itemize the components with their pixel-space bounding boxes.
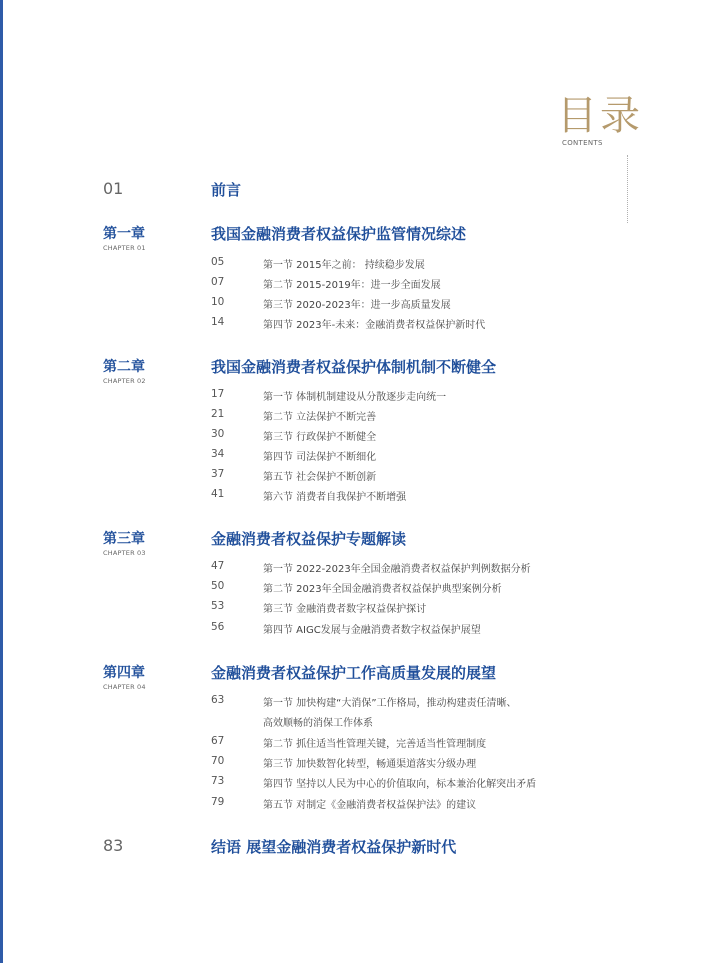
chapter-3-title[interactable]: 金融消费者权益保护专题解读 (211, 530, 407, 548)
chapter-4-en: CHAPTER 04 (103, 683, 146, 691)
chapter-4-title[interactable]: 金融消费者权益保护工作高质量发展的展望 (211, 664, 497, 682)
chapter-2-label: 第二章 (103, 359, 145, 375)
toc-entry[interactable] (211, 428, 631, 448)
toc-entry[interactable] (211, 468, 631, 488)
toc-page: 17 (211, 388, 225, 400)
toc-page: 41 (211, 488, 225, 500)
toc-text: 第四节 AIGC发展与金融消费者数字权益保护展望 (263, 625, 481, 636)
toc-text: 高效顺畅的消保工作体系 (263, 718, 373, 729)
toc-text: 第四节 坚持以人民为中心的价值取向，标本兼治化解突出矛盾 (263, 779, 537, 790)
preface-page-number: 01 (103, 179, 124, 198)
chapter-1-label: 第一章 (103, 226, 145, 242)
toc-page: 34 (211, 448, 225, 460)
toc-text: 第三节 2020-2023年：进一步高质量发展 (263, 300, 451, 311)
preface-title[interactable]: 前言 (211, 181, 242, 199)
toc-text: 第五节 社会保护不断创新 (263, 472, 377, 483)
toc-text: 第五节 对制定《金融消费者权益保护法》的建议 (263, 800, 477, 811)
toc-page: 30 (211, 428, 225, 440)
toc-text: 第一节 体制机制建设从分散逐步走向统一 (263, 392, 447, 403)
toc-text: 第四节 2023年-未来：金融消费者权益保护新时代 (263, 320, 486, 331)
toc-entry[interactable] (211, 755, 631, 775)
toc-page: 73 (211, 775, 225, 787)
toc-page: 21 (211, 408, 225, 420)
conclusion-title[interactable]: 结语 展望金融消费者权益保护新时代 (211, 838, 457, 856)
toc-entry[interactable] (211, 296, 631, 316)
page-subtitle: CONTENTS (562, 139, 603, 147)
toc-entry[interactable] (211, 276, 631, 296)
toc-text: 第二节 2015-2019年：进一步全面发展 (263, 280, 441, 291)
toc-text: 第三节 金融消费者数字权益保护探讨 (263, 604, 427, 615)
toc-text: 第三节 行政保护不断健全 (263, 432, 377, 443)
toc-text: 第一节 加快构建“大消保”工作格局，推动构建责任清晰、 (263, 698, 517, 709)
toc-entry[interactable] (211, 256, 631, 276)
chapter-2-title[interactable]: 我国金融消费者权益保护体制机制不断健全 (211, 358, 497, 376)
toc-page: 53 (211, 600, 225, 612)
toc-text: 第二节 立法保护不断完善 (263, 412, 377, 423)
page-title: 目录 (557, 93, 643, 139)
toc-page: 63 (211, 694, 225, 706)
toc-entry[interactable] (211, 388, 631, 408)
toc-page: 67 (211, 735, 225, 747)
conclusion-page-number: 83 (103, 836, 124, 855)
toc-page: 05 (211, 256, 225, 268)
toc-page: 70 (211, 755, 225, 767)
chapter-4-label: 第四章 (103, 665, 145, 681)
toc-page: 50 (211, 580, 225, 592)
toc-page: 07 (211, 276, 225, 288)
toc-page: 37 (211, 468, 225, 480)
chapter-3-label: 第三章 (103, 531, 145, 547)
toc-text: 第一节 2022-2023年全国金融消费者权益保护判例数据分析 (263, 564, 531, 575)
toc-text: 第四节 司法保护不断细化 (263, 452, 377, 463)
toc-text: 第六节 消费者自我保护不断增强 (263, 492, 407, 503)
toc-text: 第三节 加快数智化转型，畅通渠道落实分级办理 (263, 759, 477, 770)
toc-page: 79 (211, 796, 225, 808)
toc-text: 第二节 2023年全国金融消费者权益保护典型案例分析 (263, 584, 502, 595)
toc-page: 56 (211, 621, 225, 633)
chapter-1-en: CHAPTER 01 (103, 244, 146, 252)
toc-entry[interactable] (211, 621, 631, 641)
toc-text: 第一节 2015年之前： 持续稳步发展 (263, 260, 425, 271)
toc-entry[interactable] (211, 560, 631, 580)
toc-entry[interactable] (211, 735, 631, 755)
toc-entry[interactable] (211, 600, 631, 620)
chapter-1-title[interactable]: 我国金融消费者权益保护监管情况综述 (211, 225, 467, 243)
toc-entry[interactable] (211, 488, 631, 508)
left-edge-bar (0, 0, 3, 963)
toc-page: 10 (211, 296, 225, 308)
toc-page: 47 (211, 560, 225, 572)
chapter-3-en: CHAPTER 03 (103, 549, 146, 557)
toc-entry[interactable] (211, 775, 631, 795)
toc-page: 14 (211, 316, 225, 328)
toc-entry[interactable] (211, 694, 631, 714)
chapter-2-en: CHAPTER 02 (103, 377, 146, 385)
toc-entry[interactable] (211, 448, 631, 468)
toc-text: 第二节 抓住适当性管理关键，完善适当性管理制度 (263, 739, 487, 750)
toc-entry[interactable] (211, 580, 631, 600)
dotted-divider (627, 155, 628, 223)
toc-entry-continued[interactable] (211, 714, 631, 734)
toc-entry[interactable] (211, 316, 631, 336)
toc-entry[interactable] (211, 408, 631, 428)
toc-entry[interactable] (211, 796, 631, 816)
